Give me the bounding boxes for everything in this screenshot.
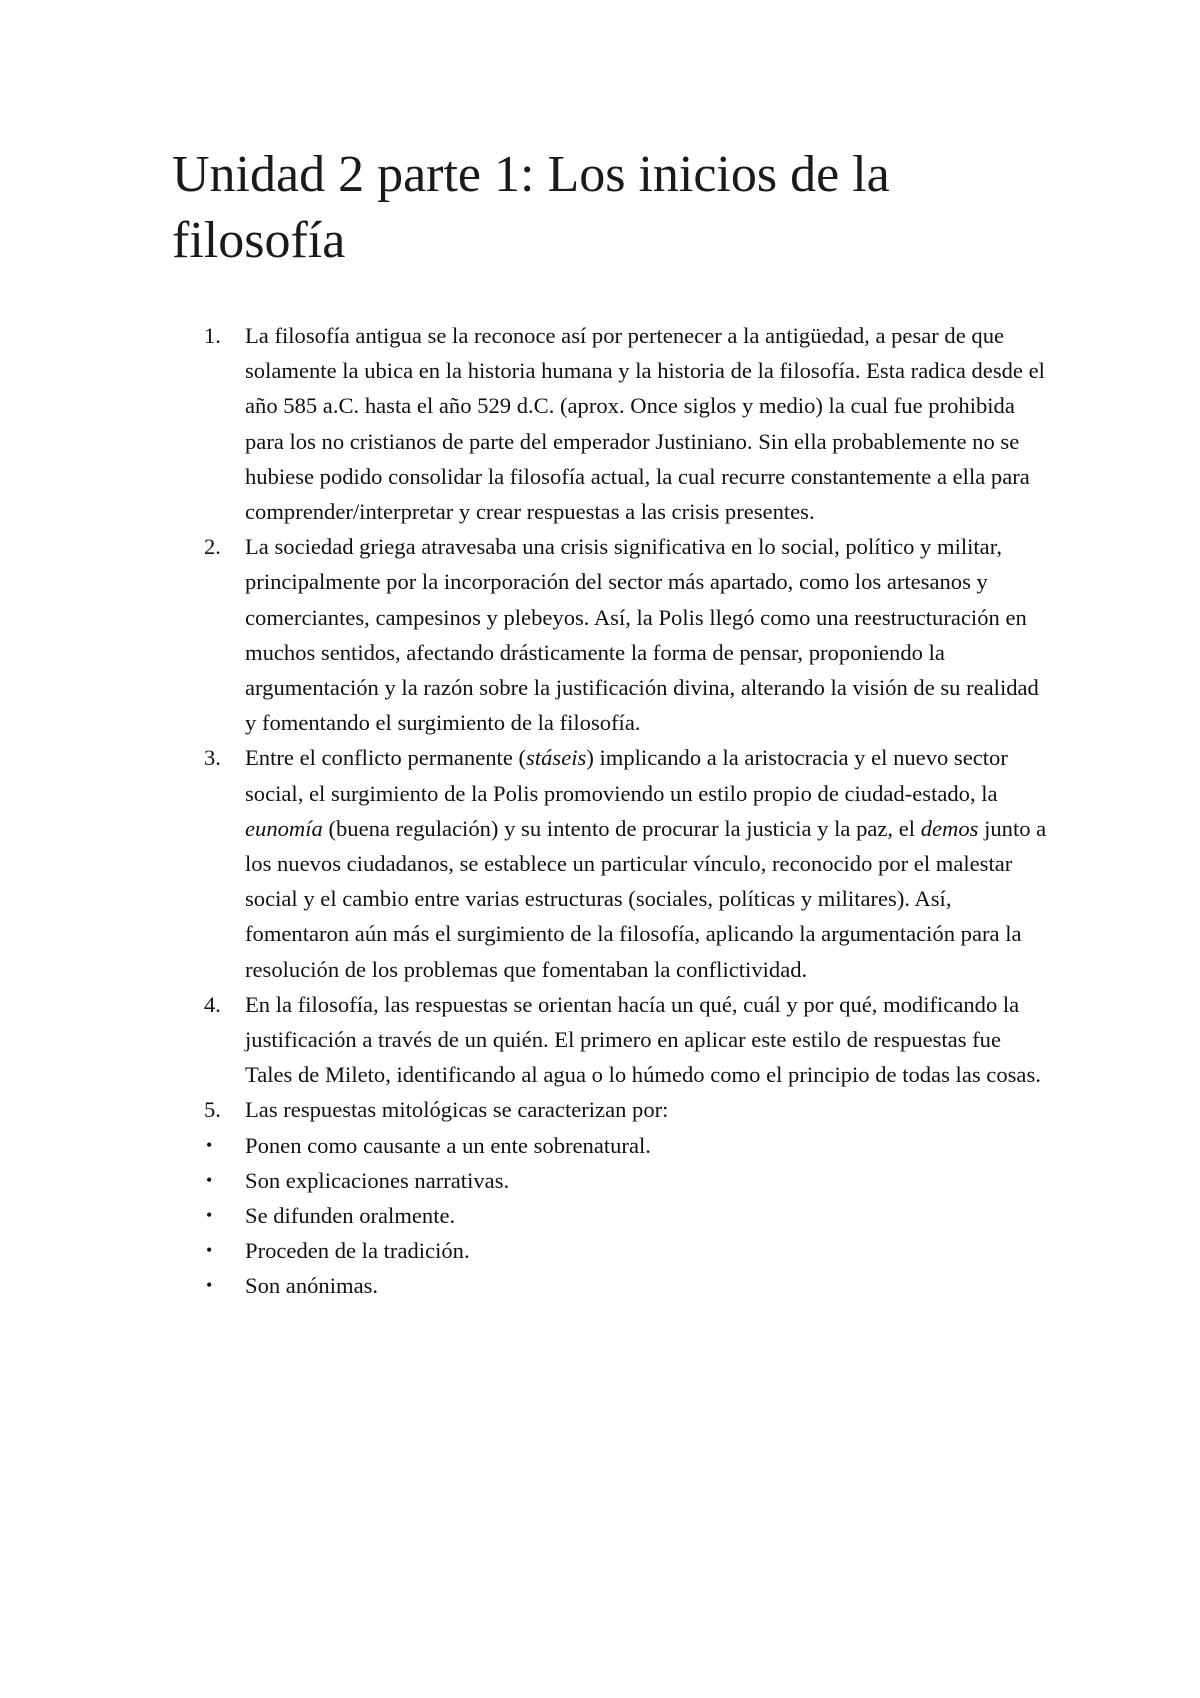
list-item-text: La sociedad griega atravesaba una crisis significativa en lo social, político y militar, principalmente por la incorporación del sector más apartado, como los artesanos y comerciantes, campesinos y plebeyos. Así, la Polis llegó como una reestructuración en muchos sentidos, afectando drásticamente la forma de pensar, proponiendo la argumentación y la razón sobre la justificación divina, alterando la visión de su realidad y fomentando el surgimiento de la filosofía.: [245, 534, 1039, 736]
list-item-text: La filosofía antigua se la reconoce así por pertenecer a la antigüedad, a pesar de que solamente la ubica en la historia humana y la historia de la filosofía. Esta radica desde el año 585 a.C. hasta el año 529 d.C. (aprox. Once siglos y medio) la cual fue prohibida para los no cristianos de parte del emperador Justiniano. Sin ella probablemente no se hubiese podido consolidar la filosofía actual, la cual recurre constantemente a ella para comprender/interpretar y crear respuestas a las crisis presentes.: [245, 323, 1045, 525]
bullet-item-text: Se difunden oralmente.: [245, 1203, 456, 1229]
list-number: 1.: [204, 323, 221, 348]
list-number: 3.: [204, 745, 221, 771]
bullet-icon: •: [206, 1205, 213, 1226]
bullet-item: [172, 1268, 1052, 1303]
bullet-item-text: Ponen como causante a un ente sobrenatural.: [245, 1132, 651, 1158]
list-item: [172, 987, 1052, 1093]
text-segment: junto a los nuevos ciudadanos, se establece un particular vínculo, reconocido por el malestar social y el cambio entre varias estructuras (sociales, políticas y militares). Así, fomentaron aún más el surgimiento de la filosofía, aplicando la argumentación para la resolución de los problemas que fomentaban la conflictividad.: [245, 815, 1047, 982]
list-item: [172, 1092, 1052, 1127]
content-list: [172, 318, 1052, 1304]
text-segment: (buena regulación) y su intento de procurar la justicia y la paz, el: [322, 815, 921, 841]
bullet-icon: •: [206, 1275, 213, 1296]
bullet-icon: •: [206, 1134, 213, 1155]
italic-term-staseis: stáseis: [526, 745, 587, 771]
bullet-icon: •: [206, 1240, 213, 1261]
italic-term-demos: demos: [920, 815, 979, 841]
list-number: 5.: [204, 1097, 221, 1123]
list-number: 2.: [204, 534, 221, 560]
bullet-item: [172, 1233, 1052, 1268]
list-item: [172, 529, 1052, 740]
list-item: [172, 318, 1052, 529]
page-title: Unidad 2 parte 1: Los inicios de la filosofía: [172, 146, 890, 269]
bullet-item: [172, 1198, 1052, 1233]
bullet-item-text: Proceden de la tradición.: [245, 1238, 470, 1264]
italic-term-eunomia: eunomía: [245, 815, 323, 841]
bullet-item: [172, 1163, 1052, 1198]
bullet-item-text: Son explicaciones narrativas.: [245, 1167, 510, 1193]
list-item-text: En la filosofía, las respuestas se orientan hacía un qué, cuál y por qué, modificando la justificación a través de un quién. El primero en aplicar este estilo de respuestas fue Tales de Mileto, identificando al agua o lo húmedo como el principio de todas las cosas.: [245, 991, 1041, 1088]
list-item-text: [245, 745, 1046, 981]
text-segment: ) implicando a la aristocracia y el nuevo sector social, el surgimiento de la Polis promoviendo un estilo propio de ciudad-estado, la: [245, 745, 1008, 806]
bullet-icon: •: [206, 1169, 213, 1190]
list-item-text: Las respuestas mitológicas se caracterizan por:: [245, 1097, 669, 1123]
list-item: [172, 740, 1052, 986]
bullet-item-text: Son anónimas.: [245, 1273, 379, 1299]
list-number: 4.: [204, 991, 221, 1017]
text-segment: Entre el conflicto permanente (: [245, 745, 527, 771]
bullet-item: [172, 1128, 1052, 1163]
